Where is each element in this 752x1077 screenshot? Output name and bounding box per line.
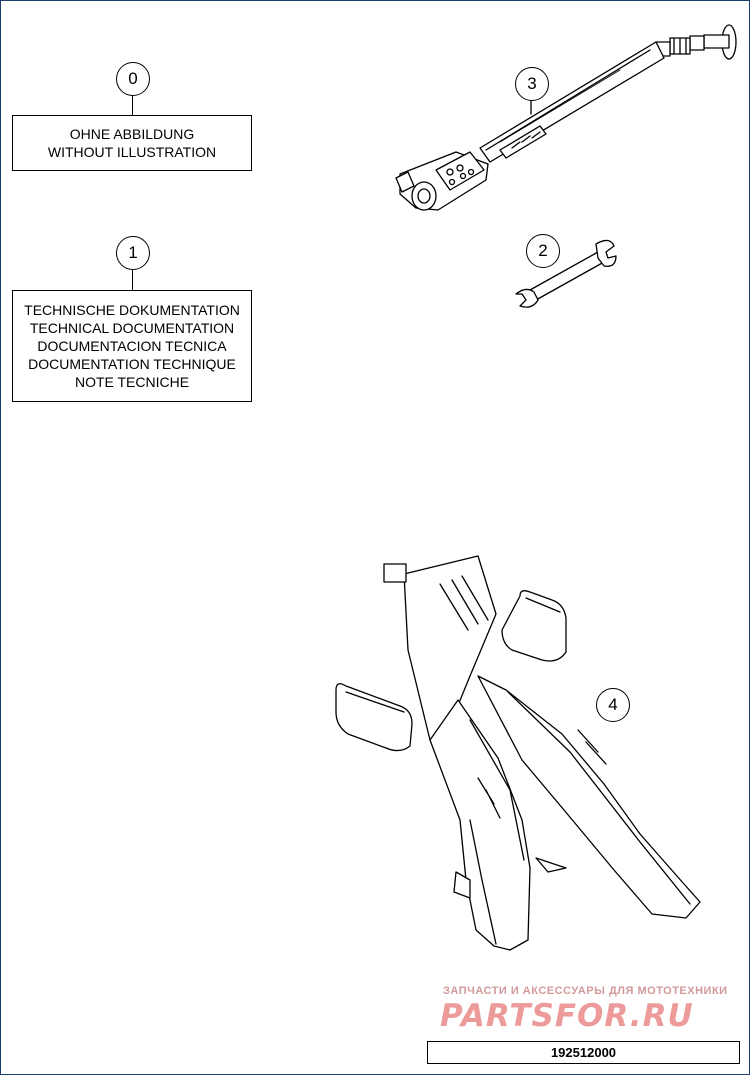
- note-line: OHNE ABBILDUNG: [69, 126, 195, 142]
- watermark-tagline: ЗАПЧАСТИ И АКСЕССУАРЫ ДЛЯ МОТОТЕХНИКИ: [443, 985, 728, 997]
- note-line: WITHOUT ILLUSTRATION: [47, 144, 217, 160]
- stand-illustration: [336, 556, 700, 950]
- watermark-brand: PARTSFOR.RU: [440, 998, 694, 1034]
- note-line: TECHNISCHE DOKUMENTATION: [24, 302, 240, 318]
- diagram-number: 192512000: [427, 1041, 740, 1064]
- callout-1: 1: [116, 236, 150, 270]
- note-line: NOTE TECNICHE: [74, 374, 190, 390]
- callout-2: 2: [526, 234, 560, 268]
- callout-4-leader: [562, 705, 596, 720]
- callout-4: 4: [596, 688, 630, 722]
- callout-0: 0: [116, 62, 150, 96]
- note-line: TECHNICAL DOCUMENTATION: [29, 320, 235, 336]
- callout-3: 3: [515, 67, 549, 101]
- air-pump-illustration: [396, 25, 736, 210]
- note-line: DOCUMENTATION TECHNIQUE: [28, 356, 236, 372]
- note-line: DOCUMENTACION TECNICA: [37, 338, 227, 354]
